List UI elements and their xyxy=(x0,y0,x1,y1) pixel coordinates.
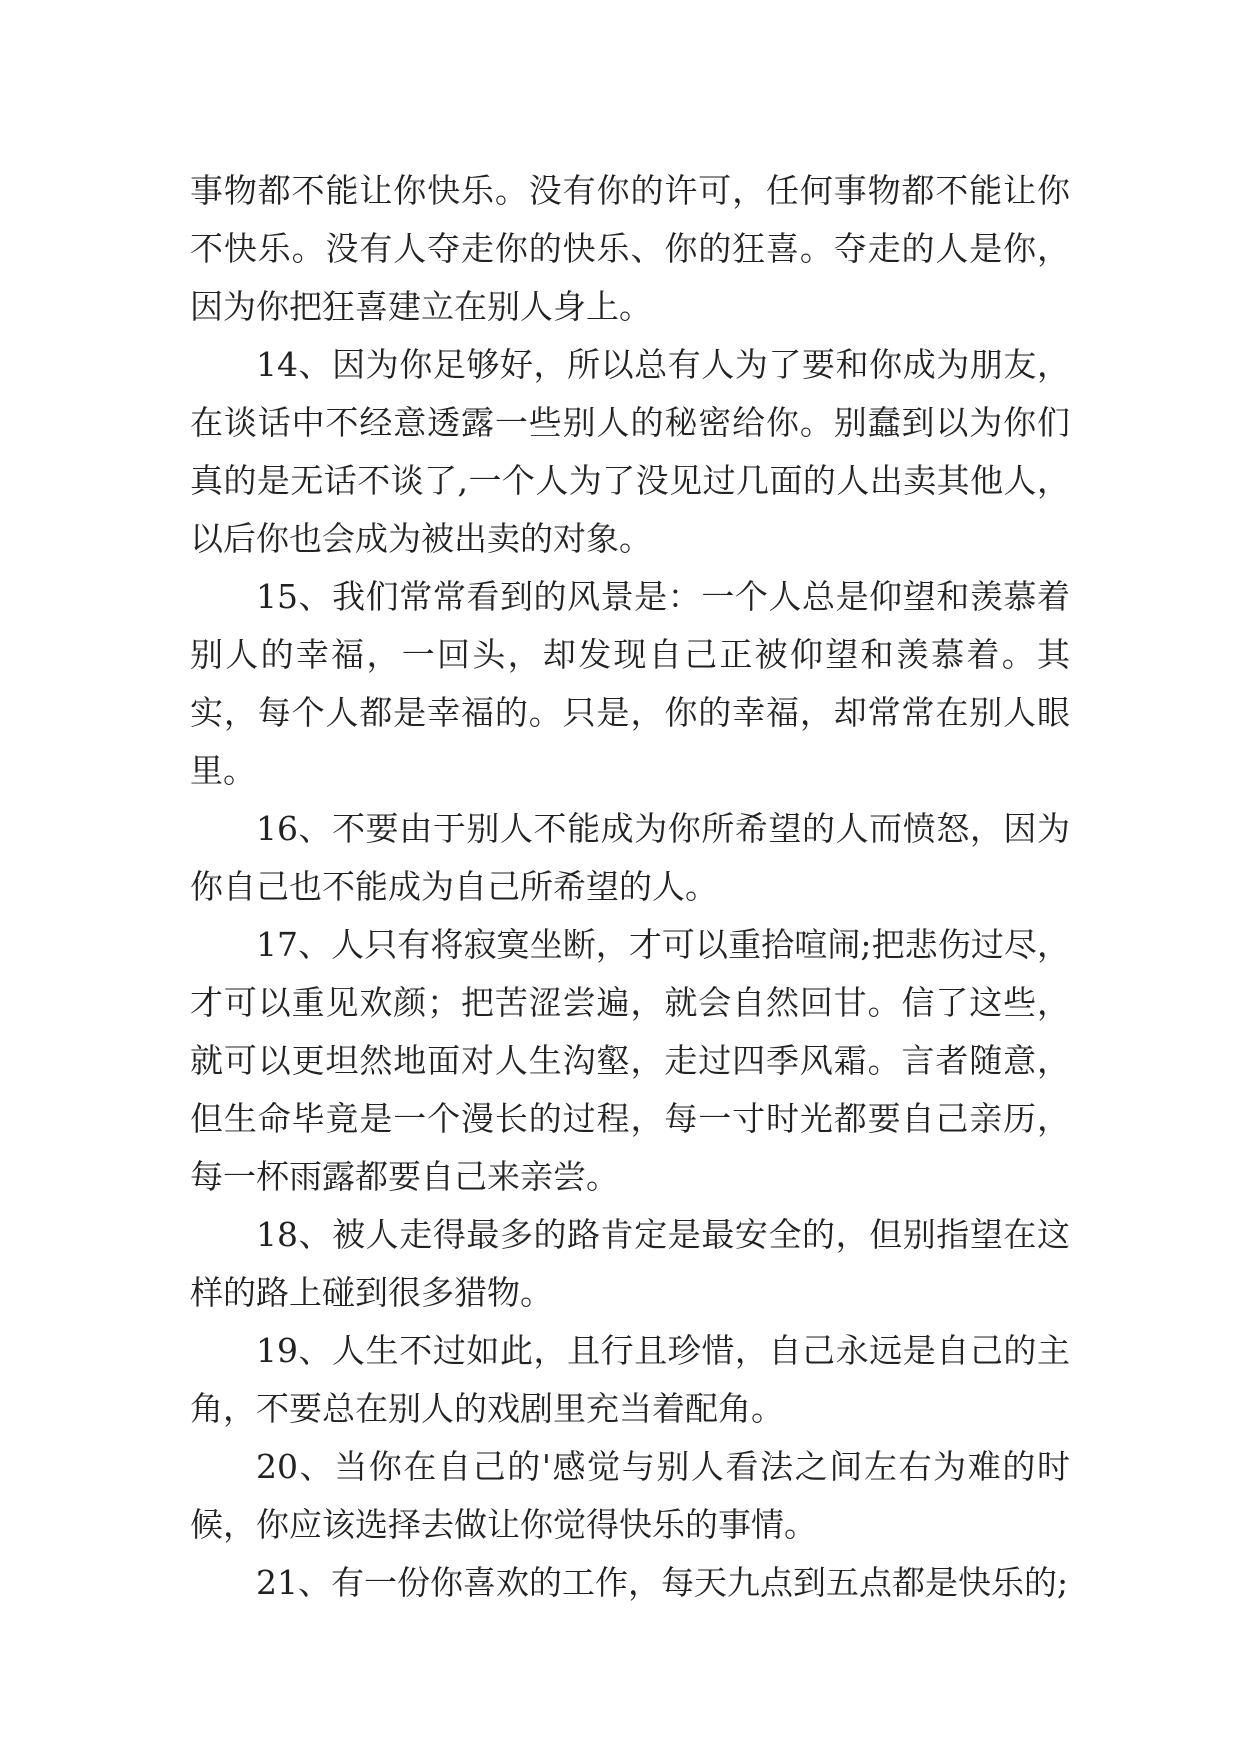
paragraph: 18、被人走得最多的路肯定是最安全的，但别指望在这样的路上碰到很多猎物。 xyxy=(190,1215,1070,1312)
paragraph: 17、人只有将寂寞坐断，才可以重拾喧闹;把悲伤过尽，才可以重见欢颜；把苦涩尝遍，就会自然回甘。信了这些，就可以更坦然地面对人生沟壑，走过四季风霜。言者随意，但生命毕竟是一个漫长的过程，每一寸时光都要自己亲历，每一杯雨露都要自己来亲尝。 xyxy=(190,925,1070,1196)
paragraph: 事物都不能让你快乐。没有你的许可，任何事物都不能让你不快乐。没有人夺走你的快乐、你的狂喜。夺走的人是你，因为你把狂喜建立在别人身上。 xyxy=(190,171,1070,326)
paragraph: 20、当你在自己的'感觉与别人看法之间左右为难的时候，你应该选择去做让你觉得快乐的事情。 xyxy=(190,1447,1070,1544)
paragraph: 14、因为你足够好，所以总有人为了要和你成为朋友，在谈话中不经意透露一些别人的秘密给你。别蠢到以为你们真的是无话不谈了,一个人为了没见过几面的人出卖其他人，以后你也会成为被出卖的对象。 xyxy=(190,345,1070,558)
paragraph: 21、有一份你喜欢的工作，每天九点到五点都是快乐的; xyxy=(256,1563,1069,1602)
paragraph: 15、我们常常看到的风景是：一个人总是仰望和羡慕着别人的幸福，一回头，却发现自己正被仰望和羡慕着。其实，每个人都是幸福的。只是，你的幸福，却常常在别人眼里。 xyxy=(190,577,1070,790)
paragraph: 19、人生不过如此，且行且珍惜，自己永远是自己的主角，不要总在别人的戏剧里充当着配角。 xyxy=(190,1331,1070,1428)
paragraph: 16、不要由于别人不能成为你所希望的人而愤怒，因为你自己也不能成为自己所希望的人。 xyxy=(190,809,1070,906)
document-body xyxy=(190,162,1070,1612)
